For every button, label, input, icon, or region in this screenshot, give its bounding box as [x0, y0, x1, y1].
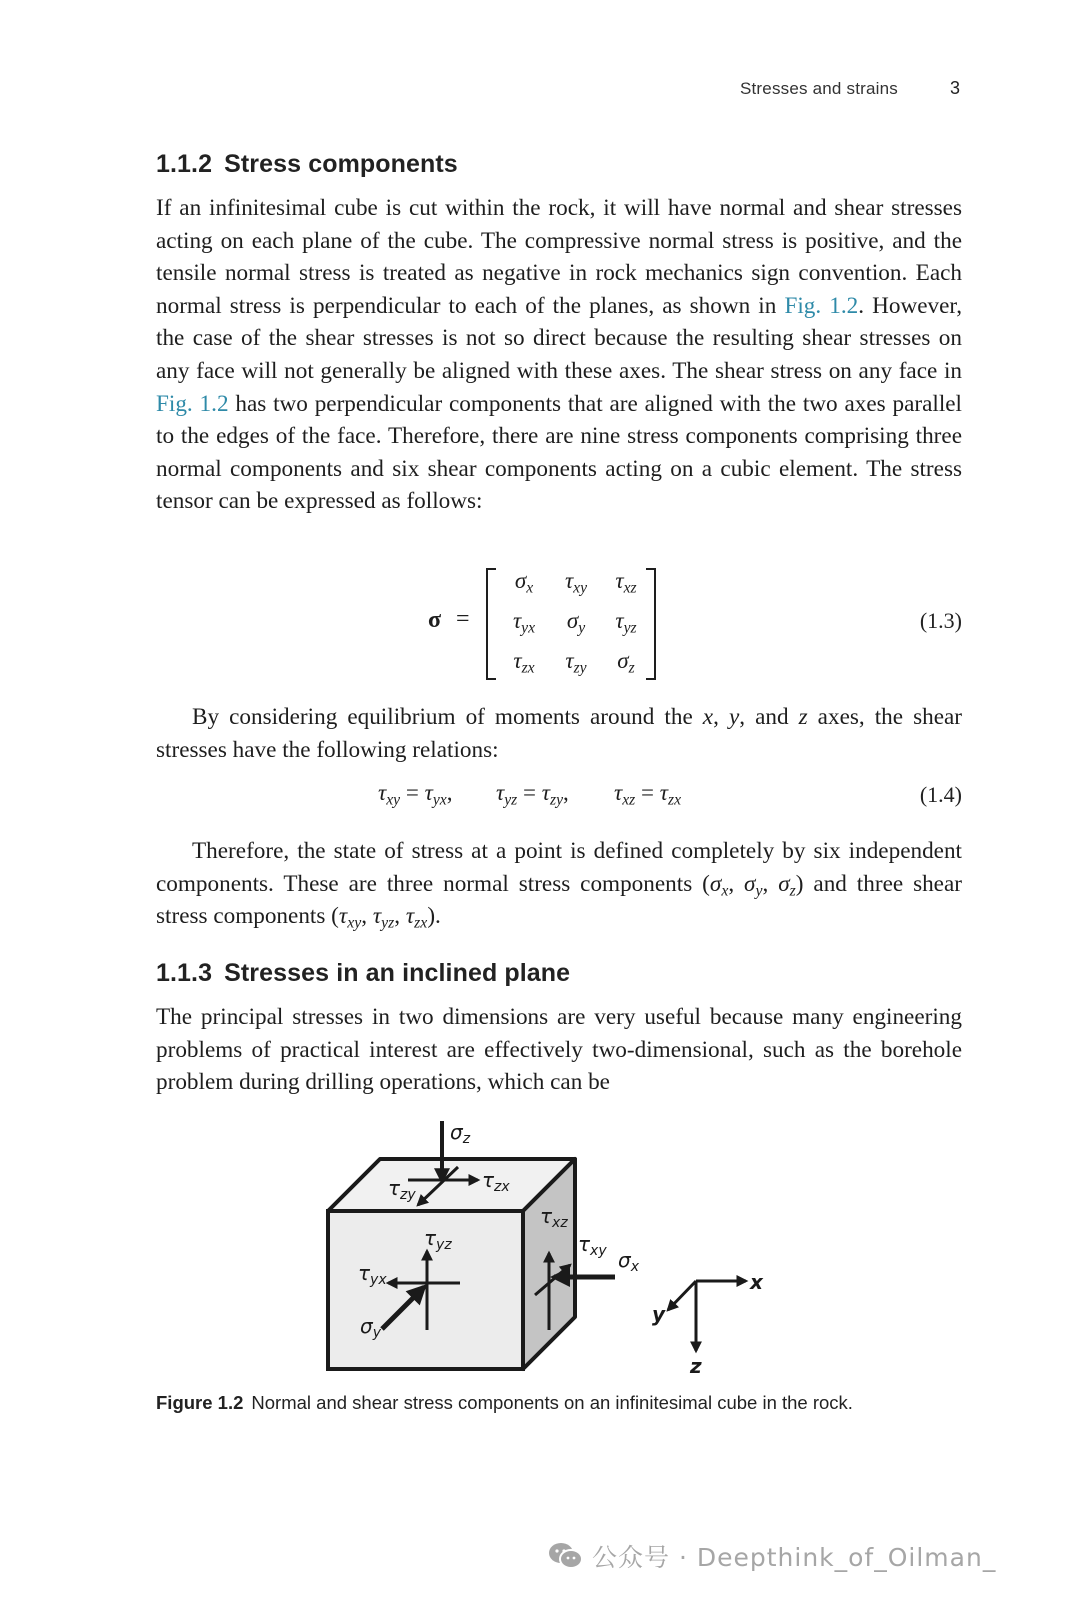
paragraph-text: ) and three shear stress components (: [156, 870, 962, 930]
matrix-cell: $\tau_{zx}$: [513, 648, 535, 677]
matrix-cell: $\sigma_y$: [566, 608, 586, 637]
paragraph-text: has two perpendicular components that are aligned with the two axes parallel to the edges of the face. Therefore, there are nine stress components comprising three normal components and six shear components acting on a cubic element. The stress tensor can be expressed as follows:: [156, 390, 962, 515]
left-bracket: [486, 568, 496, 680]
var-x: x: [702, 704, 714, 730]
equation-1-4: [156, 780, 962, 814]
section-number: 1.1.2: [156, 150, 213, 178]
caption-text: Normal and shear stress components on an infinitesimal cube in the rock.: [251, 1392, 853, 1413]
matrix-cell: $\tau_{yz}$: [615, 608, 637, 637]
paragraph-equilibrium: [156, 701, 962, 766]
section-heading-1-1-3: [156, 959, 570, 988]
stress-cube-diagram: [300, 1115, 800, 1385]
equation-number: (1.4): [919, 782, 962, 807]
equals-sign: =: [456, 606, 470, 632]
stress-matrix: [486, 566, 656, 678]
matrix-cell: $\tau_{yx}$: [512, 608, 536, 637]
axis-y-arrow: [668, 1281, 696, 1310]
label-sigma-y: $\sigma_y$: [360, 1314, 381, 1341]
label-tau-xy: $\tau_{xy}$: [578, 1232, 607, 1259]
watermark-text: 公众号 · Deepthink_of_Oilman_: [592, 1543, 997, 1572]
paragraph-text: If an infinitesimal cube is cut within the rock, it will have normal and shear stresses acting on each plane of the cube. The compressive normal stress is positive, and the tensile normal stress is treated as negative in rock mechanics sign convention. Each normal stress is perpendicular to each of the planes, as shown in: [156, 195, 962, 319]
label-sigma-z: $\sigma_z$: [450, 1120, 471, 1147]
label-sigma-x: $\sigma_x$: [618, 1248, 639, 1275]
stress-tensor-symbol: σ: [428, 607, 442, 633]
paragraph-text: axes, the shear stresses have the following relations:: [156, 704, 963, 763]
figure-link[interactable]: Fig. 1.2: [156, 390, 229, 417]
wechat-icon: [548, 1541, 584, 1571]
var-z: z: [798, 704, 808, 730]
section-number: 1.1.3: [156, 959, 213, 987]
matrix-cell: $\sigma_z$: [617, 648, 635, 677]
section-title: Stress components: [224, 150, 458, 178]
shear-relation: $\tau_{xy} = \tau_{yx}$,: [378, 780, 453, 809]
matrix-cell: $\tau_{xy}$: [564, 568, 588, 597]
equation-1-3: [156, 566, 962, 684]
paragraph-text: ,: [713, 704, 729, 730]
paragraph-text: . However, the case of the shear stresses is not so direct because the resulting shear stresses on any face will not generally be aligned with these axes. The shear stress on any face in: [156, 292, 963, 384]
paragraph-six-components: Therefore, the state of stress at a point is defined completely by six independent components. These are three normal stress components ($\sigma_x$, $\sigma_y$, $\sigma_z$) and three shear stress components ($\tau_{xy}$, $\tau_{yz}$, $\tau_{zx}$).: [156, 838, 962, 932]
matrix-cell: $\sigma_x$: [514, 568, 534, 597]
label-axis-x: x: [750, 1270, 763, 1294]
label-tau-zx: $\tau_{zx}$: [482, 1168, 510, 1195]
label-axis-z: z: [690, 1354, 702, 1378]
paragraph-text: , and: [739, 704, 799, 730]
caption-label: Figure 1.2: [156, 1392, 244, 1413]
var-y: y: [728, 704, 740, 730]
label-tau-zy: $\tau_{zy}$: [388, 1176, 416, 1203]
label-tau-xz: $\tau_{xz}$: [540, 1204, 568, 1231]
figure-caption: [156, 1392, 962, 1414]
paragraph-text: By considering equilibrium of moments around the: [192, 704, 703, 730]
paragraph-text: Therefore, the state of stress at a point is defined completely by six independent components. These are three normal stress components (: [156, 838, 962, 897]
matrix-cell: $\tau_{zy}$: [565, 648, 587, 677]
watermark: [548, 1538, 996, 1574]
shear-relation: $\tau_{yz} = \tau_{zy}$,: [496, 780, 569, 809]
section-heading-1-1-2: [156, 150, 458, 179]
paragraph-inclined-plane: The principal stresses in two dimensions are very useful because many engineering problems of practical interest are effectively two-dimensional, such as the borehole problem during drilling operations, which can be: [156, 1004, 962, 1096]
figure-link[interactable]: Fig. 1.2: [784, 292, 859, 319]
section-title: Stresses in an inclined plane: [224, 959, 571, 987]
paragraph-stress-components: [156, 192, 962, 518]
figure-1-2: [300, 1115, 800, 1385]
page-number: 3: [949, 78, 960, 98]
running-head: [600, 78, 960, 99]
label-tau-yz: $\tau_{yz}$: [424, 1226, 452, 1253]
equation-number: (1.3): [919, 608, 962, 633]
label-axis-y: y: [652, 1302, 666, 1326]
label-tau-yx: $\tau_{yx}$: [358, 1261, 387, 1288]
matrix-cell: $\tau_{xz}$: [615, 568, 637, 597]
running-head-title: Stresses and strains: [739, 79, 898, 98]
shear-relation: $\tau_{xz} = \tau_{zx}$: [614, 780, 682, 809]
